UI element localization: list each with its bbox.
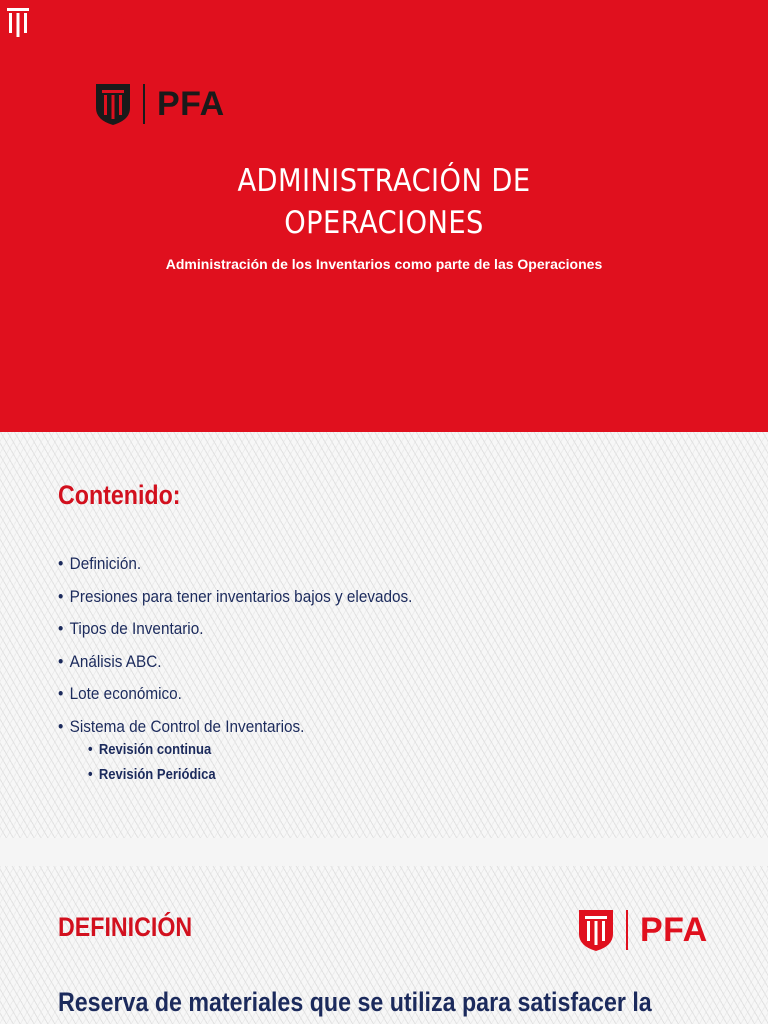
- contents-list: [58, 550, 452, 745]
- contents-sublist: [88, 738, 230, 788]
- contents-heading: Contenido:: [58, 480, 181, 510]
- logo-divider: [48, 2, 50, 42]
- logo-text: PFA: [157, 84, 225, 123]
- title-slide: [0, 0, 768, 432]
- logo-divider: [626, 910, 628, 950]
- pfa-logo: [95, 82, 225, 126]
- shield-logo-icon: [0, 0, 36, 44]
- logo-text: PFA: [62, 2, 130, 41]
- list-item: • Análisis ABC.: [58, 648, 412, 681]
- logo-divider: [143, 84, 145, 124]
- shield-logo-icon: [95, 82, 131, 126]
- main-title-line-2: OPERACIONES: [284, 205, 484, 241]
- list-item: • Definición.: [58, 550, 412, 583]
- pfa-logo-definition: [578, 908, 708, 952]
- pfa-logo-contents: [0, 0, 130, 44]
- main-title: [46, 160, 722, 244]
- list-item: • Tipos de Inventario.: [58, 615, 412, 648]
- list-item: • Lote económico.: [58, 680, 412, 713]
- list-item: • Sistema de Control de Inventarios.: [58, 713, 412, 746]
- definition-text: Reserva de materiales que se utiliza para satisfacer la: [58, 987, 652, 1017]
- logo-text: PFA: [640, 910, 708, 949]
- subtitle: Administración de los Inventarios como parte de las Operaciones: [165, 256, 603, 272]
- sub-list-item: • Revisión continua: [88, 738, 216, 763]
- sub-list-item: • Revisión Periódica: [88, 763, 216, 788]
- definition-heading: DEFINICIÓN: [58, 912, 193, 942]
- list-item: • Presiones para tener inventarios bajos y elevados.: [58, 583, 412, 616]
- shield-logo-icon: [578, 908, 614, 952]
- main-title-line-1: ADMINISTRACIÓN DE: [237, 163, 531, 199]
